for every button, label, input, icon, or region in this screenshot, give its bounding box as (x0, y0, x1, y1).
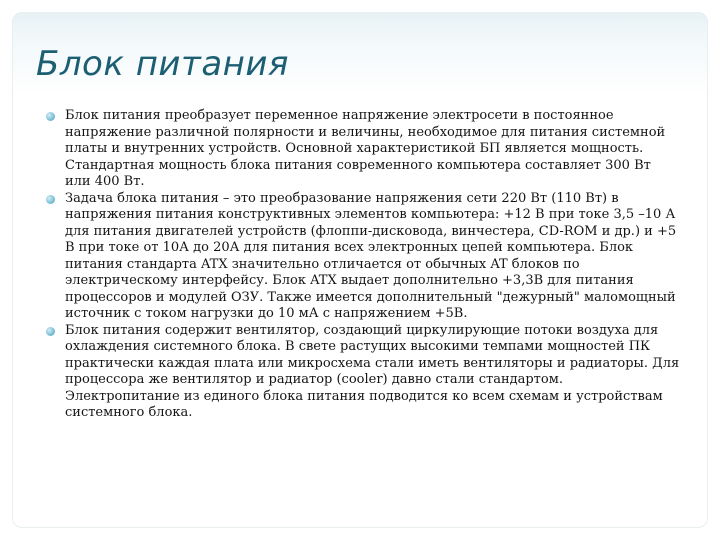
bullet-text: Блок питания преобразует переменное напряжение электросети в постоянное напряжение различной полярности и величины, необходимое для питания системной платы и внутренних устройств. Основной характеристикой БП является мощность. Стандартная мощность блока питания современного компьютера составляет 300 Вт или 400 Вт. (65, 108, 666, 189)
bullet-item (45, 108, 680, 191)
bullet-dot-icon (46, 195, 55, 204)
bullet-dot-icon (46, 112, 55, 121)
bullet-item (45, 191, 680, 323)
bullet-item (45, 323, 680, 422)
slide-content (45, 108, 680, 422)
bullet-list (45, 108, 680, 422)
bullet-text: Задача блока питания – это преобразование напряжения сети 220 Вт (110 Вт) в напряжения питания конструктивных элементов компьютера: +12 В при токе 3,5 –10 А для питания двигателей устройств (флоппи-дисковода, винчестера, CD-ROM и др.) и +5 В при токе от 10А до 20А для питания всех электронных цепей компьютера. Блок питания стандарта ATX значительно отличается от обычных AT блоков по электрическому интерфейсу. Блок ATX выдает дополнительно +3,3В для питания процессоров и модулей ОЗУ. Также имеется дополнительный "дежурный" маломощный источник с током нагрузки до 10 мА с напряжением +5В. (65, 190, 677, 321)
bullet-dot-icon (46, 327, 55, 336)
bullet-text: Блок питания содержит вентилятор, создающий циркулирующие потоки воздуха для охлаждения системного блока. В свете растущих высокими темпами мощностей ПК практически каждая плата или микросхема стали иметь вентиляторы и радиаторы. Для процессора же вентилятор и радиатор (cooler) давно стали стандартом. Электропитание из единого блока питания подводится ко всем схемам и устройствам системного блока. (65, 322, 680, 420)
slide-title: Блок питания (36, 44, 289, 84)
